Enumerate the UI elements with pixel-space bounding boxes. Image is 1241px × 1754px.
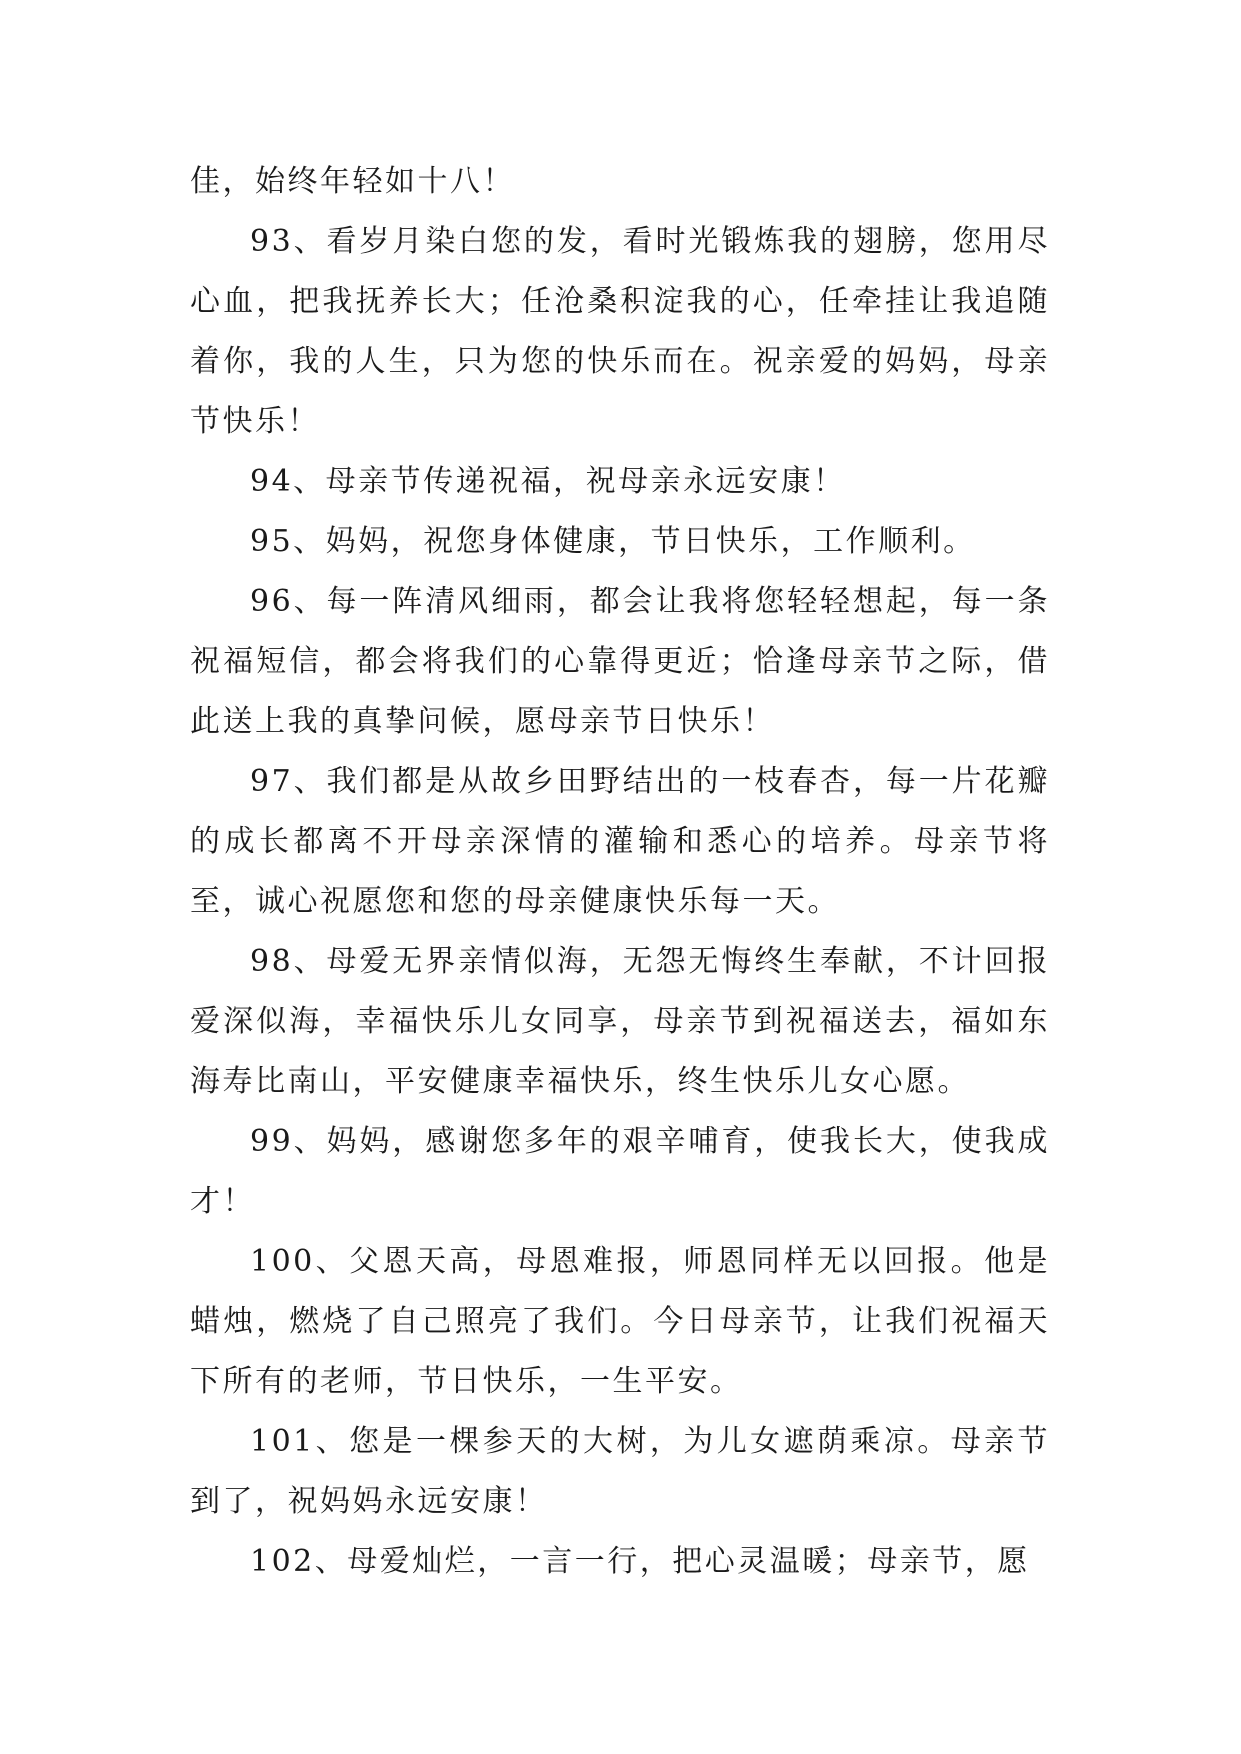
- paragraph-99: 99、妈妈，感谢您多年的艰辛哺育，使我长大，使我成才！: [190, 1124, 1050, 1219]
- paragraph-94: 94、母亲节传递祝福，祝母亲永远安康！: [250, 464, 846, 499]
- paragraph-97: 97、我们都是从故乡田野结出的一枝春杏，每一片花瓣的成长都离不开母亲深情的灌输和悉心的培养。母亲节将至，诚心祝愿您和您的母亲健康快乐每一天。: [190, 764, 1050, 919]
- paragraph-96: 96、每一阵清风细雨，都会让我将您轻轻想起，每一条祝福短信，都会将我们的心靠得更近；恰逢母亲节之际，借此送上我的真挚问候，愿母亲节日快乐！: [190, 584, 1050, 739]
- paragraph-98: 98、母爱无界亲情似海，无怨无悔终生奉献，不计回报爱深似海，幸福快乐儿女同享，母亲节到祝福送去，福如东海寿比南山，平安健康幸福快乐，终生快乐儿女心愿。: [190, 944, 1050, 1099]
- paragraph-continued: 佳，始终年轻如十八！: [190, 164, 515, 199]
- paragraph-95: 95、妈妈，祝您身体健康，节日快乐，工作顺利。: [250, 524, 976, 559]
- paragraph-93: 93、看岁月染白您的发，看时光锻炼我的翅膀，您用尽心血，把我抚养长大；任沧桑积淀我的心，任牵挂让我追随着你，我的人生，只为您的快乐而在。祝亲爱的妈妈，母亲节快乐！: [190, 224, 1050, 439]
- document-body: [190, 152, 1050, 1592]
- paragraph-101: 101、您是一棵参天的大树，为儿女遮荫乘凉。母亲节到了，祝妈妈永远安康！: [190, 1424, 1050, 1519]
- paragraph-102: 102、母爱灿烂，一言一行，把心灵温暖；母亲节，愿: [250, 1544, 1030, 1579]
- paragraph-100: 100、父恩天高，母恩难报，师恩同样无以回报。他是蜡烛，燃烧了自己照亮了我们。今日母亲节，让我们祝福天下所有的老师，节日快乐，一生平安。: [190, 1244, 1050, 1399]
